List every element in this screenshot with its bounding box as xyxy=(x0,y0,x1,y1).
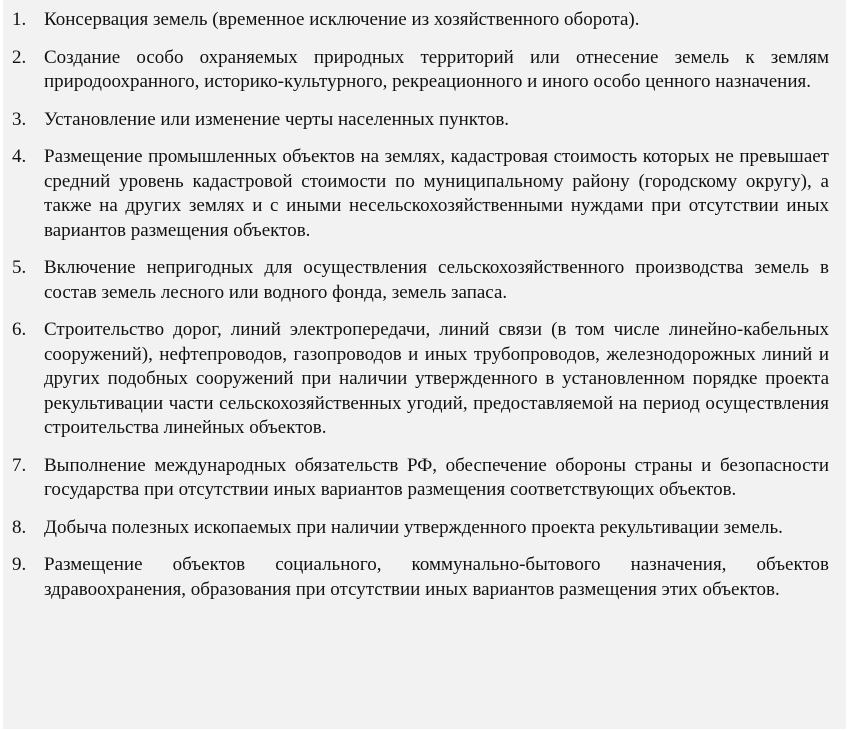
list-item xyxy=(12,8,829,33)
list-item xyxy=(12,318,829,441)
item-text: Консервация земель (временное исключение из хозяйственного оборота). xyxy=(44,9,640,30)
item-text: Выполнение международных обязательств РФ, обеспечение обороны страны и безопасности государства при отсутствии иных вариантов размещения соответствующих объектов. xyxy=(44,454,829,500)
list-item xyxy=(12,454,829,503)
item-number: 3. xyxy=(12,108,27,130)
item-text: Добыча полезных ископаемых при наличии утвержденного проекта рекультивации земель. xyxy=(44,516,783,538)
list-item xyxy=(12,516,829,541)
list-item xyxy=(12,553,829,602)
item-number: 7. xyxy=(12,454,27,476)
item-number: 4. xyxy=(12,146,27,167)
item-number: 8. xyxy=(12,516,27,538)
item-text: Установление или изменение черты населенных пунктов. xyxy=(44,108,510,130)
item-text: Включение непригодных для осуществления сельскохозяйственного производства земель в состав земель лесного или водного фонда, земель запаса. xyxy=(44,257,829,303)
list-item xyxy=(12,46,829,95)
item-text: Размещение промышленных объектов на землях, кадастровая стоимость которых не превышает средний уровень кадастровой стоимости по муниципальному району (городскому округу), а также на других землях и с иными несельскохозяйственными нуждами при отсутствии иных вариантов размещения объектов. xyxy=(44,146,829,241)
numbered-list-panel xyxy=(3,0,846,729)
item-text: Создание особо охраняемых природных территорий или отнесение земель к землям природоохранного, историко-культурного, рекреационного и иного особо ценного назначения. xyxy=(44,46,829,92)
item-text: Размещение объектов социального, коммунально-бытового назначения, объектов здравоохранения, образования при отсутствии иных вариантов размещения этих объектов. xyxy=(44,554,829,600)
list-item xyxy=(12,256,829,305)
item-number: 1. xyxy=(12,9,27,30)
list-item xyxy=(12,145,829,243)
item-number: 5. xyxy=(12,257,27,278)
item-number: 9. xyxy=(12,554,27,575)
item-text: Строительство дорог, линий электропередачи, линий связи (в том числе линейно-кабельных сооружений), нефтепроводов, газопроводов и иных трубопроводов, железнодорожных линий и других подобных сооружений при наличии утвержденного в установленном порядке проекта рекультивации части сельскохозяйственных угодий, предоставляемой на период осуществления строительства линейных объектов. xyxy=(44,319,829,438)
item-number: 6. xyxy=(12,319,27,340)
list-item xyxy=(12,108,829,133)
item-number: 2. xyxy=(12,46,27,68)
